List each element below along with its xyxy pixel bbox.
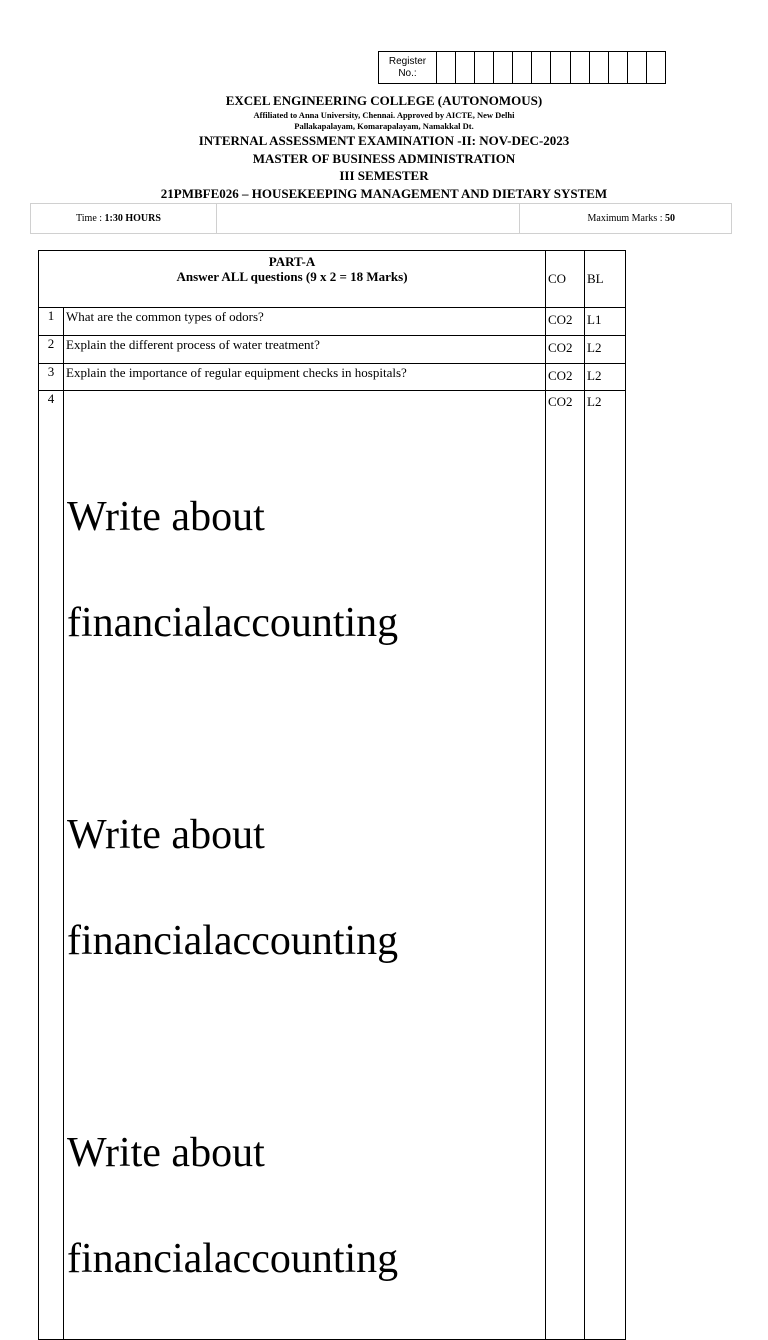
question-text: Explain the different process of water treatment? <box>64 336 546 364</box>
register-digit-box[interactable] <box>513 52 532 83</box>
time-value: 1:30 HOURS <box>104 213 161 224</box>
register-digit-box[interactable] <box>494 52 513 83</box>
question-bl: L2 <box>585 336 626 364</box>
register-digit-box[interactable] <box>551 52 570 83</box>
register-number-box <box>378 51 666 84</box>
table-row <box>39 391 626 1340</box>
question-number: 4 <box>39 391 64 1340</box>
register-digit-box[interactable] <box>628 52 647 83</box>
blank-cell <box>217 204 520 233</box>
register-number-label: Register No.: <box>379 52 437 83</box>
table-row <box>39 336 626 364</box>
programme-name: MASTER OF BUSINESS ADMINISTRATION <box>252 151 516 166</box>
part-title: PART-A <box>268 254 316 269</box>
question-text: What are the common types of odors? <box>64 308 546 336</box>
question-text: Explain the importance of regular equipment checks in hospitals? <box>64 364 546 391</box>
table-header-row <box>39 251 626 308</box>
register-digit-box[interactable] <box>647 52 665 83</box>
question-co: CO2 <box>546 308 585 336</box>
exam-info-bar <box>30 203 732 234</box>
question-bl: L1 <box>585 308 626 336</box>
question-co: CO2 <box>546 391 585 1340</box>
time-cell: Time : 1:30 HOURS <box>31 204 217 233</box>
register-digit-box[interactable] <box>456 52 475 83</box>
part-a-heading <box>39 251 546 308</box>
question-co: CO2 <box>546 336 585 364</box>
register-digit-box[interactable] <box>590 52 609 83</box>
semester: III SEMESTER <box>339 168 429 183</box>
question-bl: L2 <box>585 391 626 1340</box>
handwritten-answer-text: Write about financialaccounting Write about financialaccounting Write about financialaccounting <box>67 494 399 1282</box>
co-column-header: CO <box>546 251 585 308</box>
table-row <box>39 364 626 391</box>
table-row <box>39 308 626 336</box>
part-a-table <box>38 250 626 1340</box>
question-co: CO2 <box>546 364 585 391</box>
register-digit-box[interactable] <box>609 52 628 83</box>
max-marks-cell: Maximum Marks : 50 <box>587 213 675 224</box>
register-digit-box[interactable] <box>475 52 494 83</box>
question-text <box>64 391 546 1340</box>
part-instruction: Answer ALL questions (9 x 2 = 18 Marks) <box>176 269 408 284</box>
register-digit-box[interactable] <box>571 52 590 83</box>
bl-column-header: BL <box>585 251 626 308</box>
question-number: 1 <box>39 308 64 336</box>
course-title: 21PMBFE026 – HOUSEKEEPING MANAGEMENT AND DIETARY SYSTEM <box>160 186 608 201</box>
college-name: EXCEL ENGINEERING COLLEGE (AUTONOMOUS) <box>225 93 543 108</box>
register-digit-box[interactable] <box>532 52 551 83</box>
question-number: 2 <box>39 336 64 364</box>
register-digit-box[interactable] <box>437 52 456 83</box>
exam-title: INTERNAL ASSESSMENT EXAMINATION -II: NOV-DEC-2023 <box>198 133 570 148</box>
question-number: 3 <box>39 364 64 391</box>
max-marks-value: 50 <box>665 213 675 224</box>
question-bl: L2 <box>585 364 626 391</box>
college-affiliation: Affiliated to Anna University, Chennai. Approved by AICTE, New Delhi Pallakapalayam, Komarapalayam, Namakkal Dt. <box>253 110 515 131</box>
